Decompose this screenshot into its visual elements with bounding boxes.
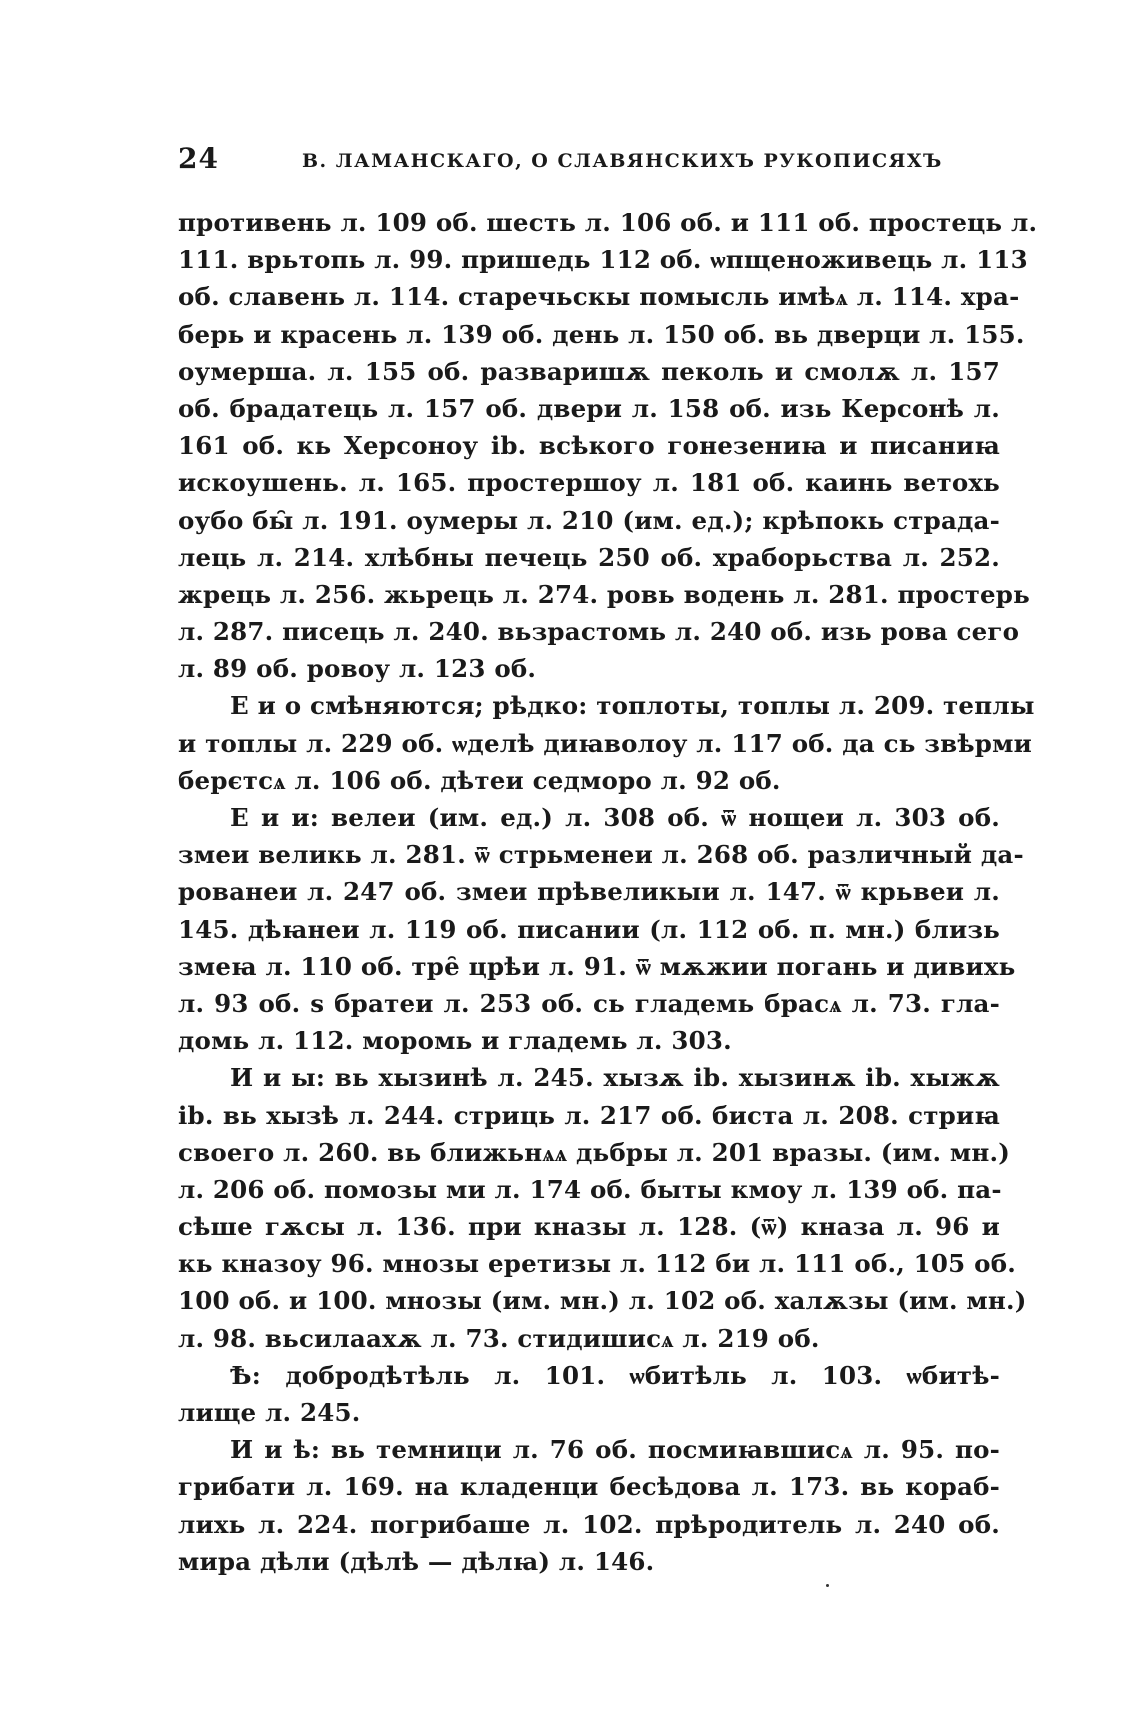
paragraph bbox=[178, 1357, 1000, 1431]
text-line: И и ѣ: вь темници л. 76 об. посмиꙗвшисѧ л. 95. по- bbox=[230, 1435, 1000, 1465]
text-line: противень л. 109 об. шесть л. 106 об. и 111 об. простець л. bbox=[178, 208, 1038, 237]
text-line: кь кназоу 96. мнозы еретизы л. 112 би л. 111 об., 105 об. bbox=[178, 1249, 1016, 1279]
text-line: л. 287. писець л. 240. вьзрастомь л. 240 об. изь рова сего bbox=[178, 617, 1020, 647]
text-line: И и ы: вь хызинѣ л. 245. хызѫ ib. хызинѫ ib. хыжѫ bbox=[230, 1063, 1000, 1093]
text-line: и топлы л. 229 об. ѡделѣ диꙗволоу л. 117 об. да сь звѣрми bbox=[178, 728, 1032, 758]
text-line: сѣше гѫсы л. 136. при кназы л. 128. (ѿ) кназа л. 96 и bbox=[178, 1212, 1000, 1242]
text-line: берєтсѧ л. 106 об. дѣтеи седморо л. 92 об. bbox=[178, 765, 781, 795]
paragraph bbox=[178, 1431, 1000, 1580]
text-line: лець л. 214. хлѣбны печець 250 об. храборьства л. 252. bbox=[178, 542, 1000, 572]
text-line: своего л. 260. вь ближьнѧѧ дьбры л. 201 вразы. (им. мн.) bbox=[178, 1137, 1011, 1167]
text-line: лище л. 245. bbox=[178, 1398, 361, 1427]
paragraph bbox=[178, 204, 1038, 687]
text-line: змеи великь л. 281. ѿ стрьменеи л. 268 об. различный да- bbox=[178, 840, 1024, 870]
text-line: л. 89 об. ровоу л. 123 об. bbox=[178, 654, 537, 684]
paragraph bbox=[178, 1059, 1027, 1357]
body-text bbox=[178, 204, 1038, 1580]
print-speck bbox=[826, 1584, 829, 1587]
text-line: берь и красень л. 139 об. день л. 150 об. вь дверци л. 155. bbox=[178, 319, 1025, 349]
page-number: 24 bbox=[178, 142, 219, 175]
text-line: ib. вь хызѣ л. 244. стриць л. 217 об. биста л. 208. стриꙗ bbox=[178, 1100, 1000, 1130]
text-line: Е и и: велеи (им. ед.) л. 308 об. ѿ нощеи л. 303 об. bbox=[230, 803, 1000, 832]
text-line: 145. дѣꙗнеи л. 119 об. писании (л. 112 об. п. мн.) близь bbox=[178, 914, 1000, 944]
text-line: л. 98. вьсилаахѫ л. 73. стидишисѧ л. 219 об. bbox=[178, 1323, 820, 1353]
paragraph bbox=[178, 799, 1024, 1059]
text-line: 100 об. и 100. мнозы (им. мн.) л. 102 об. халѫзы (им. мн.) bbox=[178, 1286, 1027, 1316]
text-line: лихь л. 224. погрибаше л. 102. прѣродитель л. 240 об. bbox=[178, 1509, 1000, 1539]
text-line: Ѣ: добродѣтѣль л. 101. ѡбитѣль л. 103. ѡбитѣ- bbox=[230, 1360, 1000, 1390]
text-line: грибати л. 169. на кладенци бесѣдова л. 173. вь кораб- bbox=[178, 1472, 1000, 1502]
running-title: В. ЛАМАНСКАГО, О СЛАВЯНСКИХЪ РУКОПИСЯХЪ bbox=[302, 150, 943, 172]
text-line: 111. врьтопь л. 99. пришедь 112 об. ѡпщеноживець л. 113 bbox=[178, 245, 1028, 275]
text-line: об. славень л. 114. старечьскы помысль имѣѧ л. 114. хра- bbox=[178, 282, 1020, 312]
text-line: оубо бы̑ л. 191. оумеры л. 210 (им. ед.); крѣпокь страда- bbox=[178, 505, 1000, 535]
text-line: л. 206 об. помозы ми л. 174 об. быты кмоу л. 139 об. па- bbox=[178, 1174, 1002, 1204]
text-line: искоушень. л. 165. простершоу л. 181 об. каинь ветохь bbox=[178, 468, 1000, 498]
text-line: л. 93 об. ѕ братеи л. 253 об. сь гладемь брасѧ л. 73. гла- bbox=[178, 988, 1000, 1018]
text-line: змеꙗ л. 110 об. тре̑ црѣи л. 91. ѿ мѫжии погань и дивихь bbox=[178, 951, 1016, 981]
text-line: жрець л. 256. жьрець л. 274. ровь водень л. 281. простерь bbox=[178, 579, 1030, 609]
text-line: 161 об. кь Херсоноу ib. всѣкого гонезениꙗ и писаниꙗ bbox=[178, 431, 1000, 461]
text-line: мира дѣли (дѣлѣ — дѣлꙗ) л. 146. bbox=[178, 1546, 655, 1576]
page-header bbox=[178, 142, 998, 182]
text-line: домь л. 112. моромь и гладемь л. 303. bbox=[178, 1026, 732, 1056]
paragraph bbox=[178, 687, 1035, 799]
text-line: об. брадатець л. 157 об. двери л. 158 об. изь Керсонѣ л. bbox=[178, 393, 1000, 423]
text-line: Е и о смѣняются; рѣдко: топлоты, топлы л. 209. теплы bbox=[230, 691, 1035, 721]
text-line: рованеи л. 247 об. змеи прѣвеликыи л. 147. ѿ крьвеи л. bbox=[178, 877, 1000, 907]
text-line: оумерша. л. 155 об. разваришѫ пеколь и смолѫ л. 157 bbox=[178, 356, 1000, 386]
